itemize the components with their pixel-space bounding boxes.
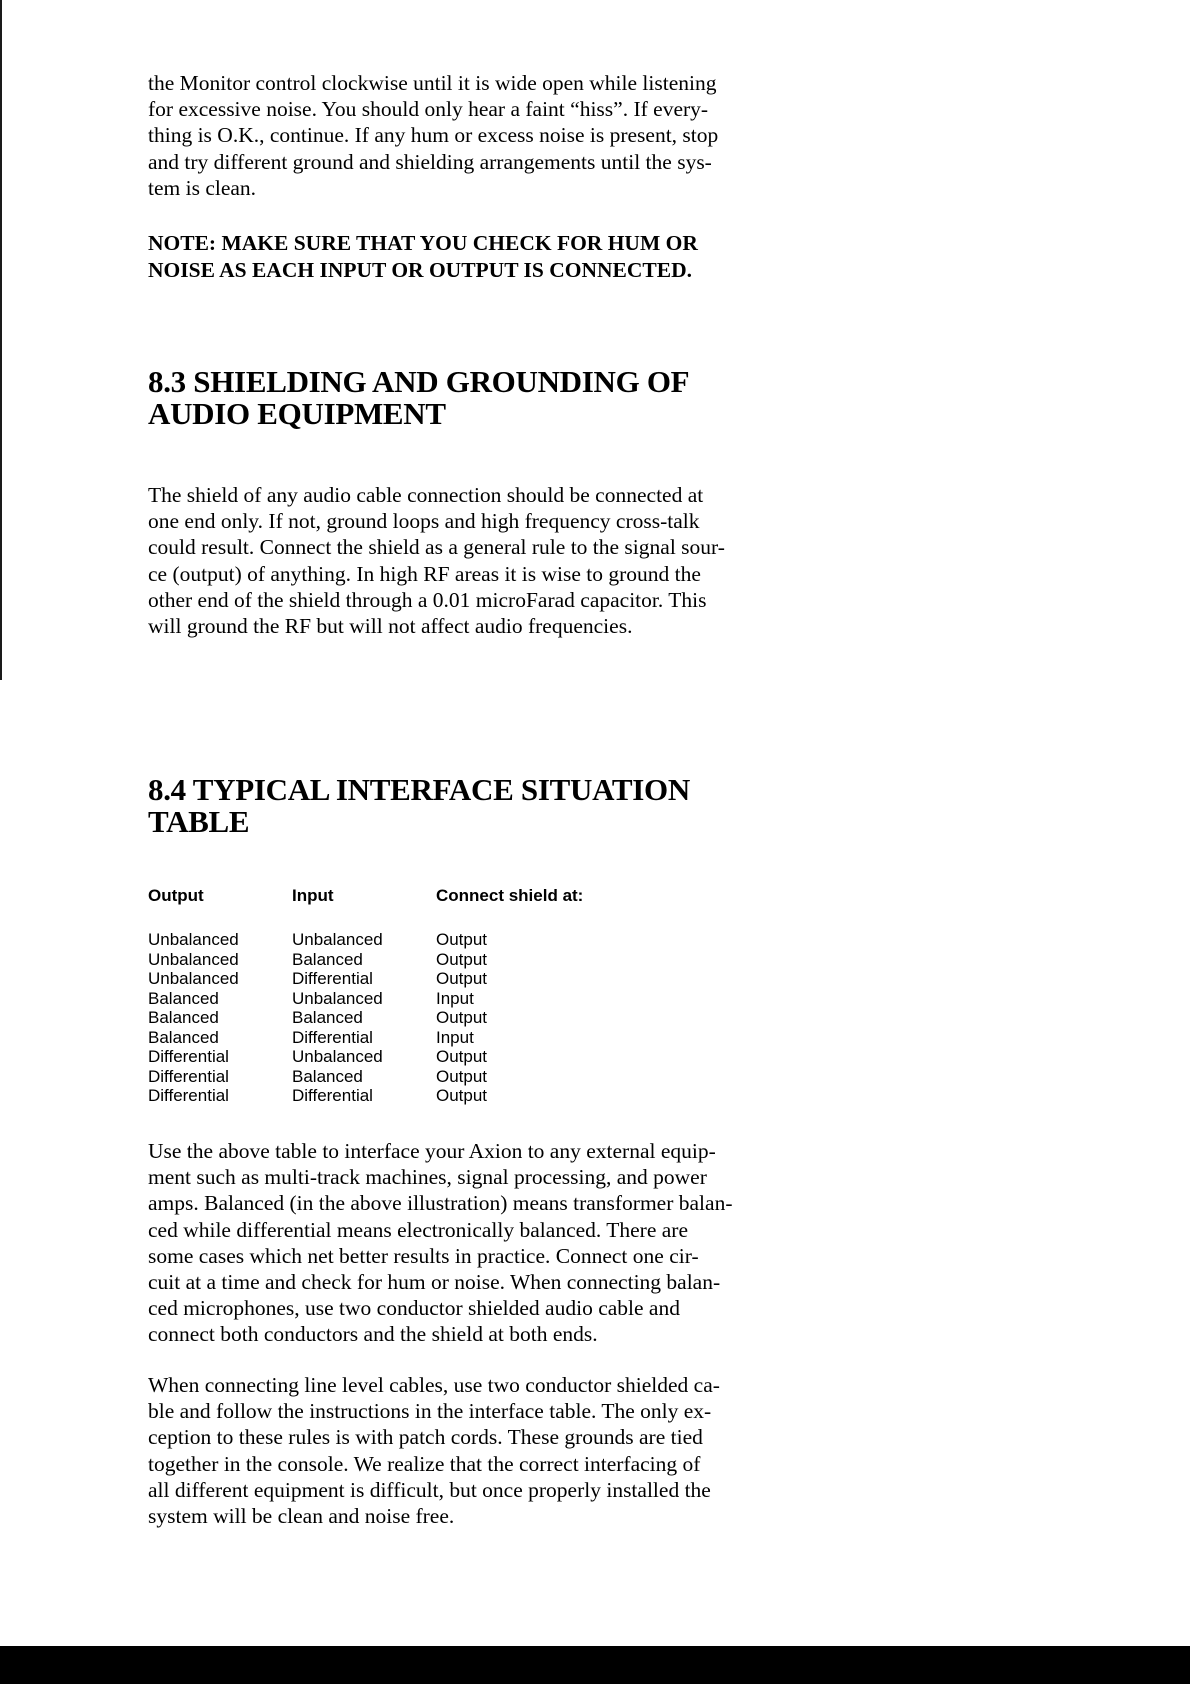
table-row xyxy=(148,1028,656,1048)
text-line: all different equipment is difficult, but once properly installed the xyxy=(148,1477,711,1502)
text-line: NOTE: MAKE SURE THAT YOU CHECK FOR HUM OR xyxy=(148,231,698,255)
text-line: connect both conductors and the shield at both ends. xyxy=(148,1322,598,1347)
text-line: ment such as multi-track machines, signal processing, and power xyxy=(148,1165,707,1190)
table-row xyxy=(148,1086,656,1106)
table-cell: Balanced xyxy=(148,1008,219,1027)
text-line: the Monitor control clockwise until it is wide open while listening xyxy=(148,71,717,95)
heading-line: TABLE xyxy=(148,804,250,839)
text-line: NOISE AS EACH INPUT OR OUTPUT IS CONNECTED. xyxy=(148,257,692,282)
text-line: When connecting line level cables, use two conductor shielded ca- xyxy=(148,1373,720,1397)
table-cell: Unbalanced xyxy=(292,988,383,1008)
table-cell: Output xyxy=(436,969,488,988)
table-row xyxy=(148,989,656,1009)
column-header-output: Output xyxy=(148,886,204,905)
heading-line: AUDIO EQUIPMENT xyxy=(148,396,446,431)
text-line: ception to these rules is with patch cords. These grounds are tied xyxy=(148,1425,703,1450)
heading-line: 8.4 TYPICAL INTERFACE SITUATION xyxy=(148,772,690,807)
text-line: ced microphones, use two conductor shielded audio cable and xyxy=(148,1296,680,1321)
table-header-row xyxy=(148,886,656,930)
shielding-paragraph xyxy=(148,482,725,639)
section-heading-8-3 xyxy=(148,366,689,430)
table-cell: Output xyxy=(436,1047,488,1066)
table-row xyxy=(148,1008,656,1028)
text-line: together in the console. We realize that the correct interfacing of xyxy=(148,1451,701,1476)
text-line: ce (output) of anything. In high RF areas it is wise to ground the xyxy=(148,561,701,586)
table-cell: Output xyxy=(436,1086,488,1105)
text-line: will ground the RF but will not affect audio frequencies. xyxy=(148,614,633,639)
line-level-paragraph xyxy=(148,1372,720,1529)
table-cell: Input xyxy=(436,988,474,1008)
table-row xyxy=(148,969,656,989)
note-paragraph xyxy=(148,230,698,283)
table-cell: Input xyxy=(436,1027,474,1047)
table-cell: Balanced xyxy=(292,949,363,969)
table-cell: Balanced xyxy=(148,1027,219,1047)
text-line: amps. Balanced (in the above illustration) means transformer balan- xyxy=(148,1191,733,1216)
text-line: and try different ground and shielding arrangements until the sys- xyxy=(148,149,712,174)
interface-table xyxy=(148,886,656,1106)
table-cell: Differential xyxy=(292,969,373,988)
table-cell: Differential xyxy=(148,1047,229,1066)
table-row xyxy=(148,1047,656,1067)
text-line: some cases which net better results in practice. Connect one cir- xyxy=(148,1243,699,1268)
text-line: ble and follow the instructions in the interface table. The only ex- xyxy=(148,1399,712,1424)
text-line: cuit at a time and check for hum or noise. When connecting balan- xyxy=(148,1270,721,1295)
interface-usage-paragraph xyxy=(148,1138,732,1348)
scan-left-edge xyxy=(0,0,2,680)
text-line: thing is O.K., continue. If any hum or excess noise is present, stop xyxy=(148,123,719,148)
column-header-input: Input xyxy=(292,886,334,905)
text-line: tem is clean. xyxy=(148,175,257,200)
table-cell: Unbalanced xyxy=(148,949,239,969)
text-line: Use the above table to interface your Axion to any external equip- xyxy=(148,1139,716,1163)
text-line: The shield of any audio cable connection should be connected at xyxy=(148,483,704,507)
table-cell: Unbalanced xyxy=(292,930,383,949)
text-line: one end only. If not, ground loops and high frequency cross-talk xyxy=(148,509,700,534)
table-cell: Unbalanced xyxy=(292,1047,383,1066)
section-heading-8-4 xyxy=(148,774,690,838)
column-header-connect-shield: Connect shield at: xyxy=(436,886,584,905)
table-cell: Output xyxy=(436,949,488,969)
table-row xyxy=(148,1067,656,1087)
text-line: could result. Connect the shield as a general rule to the signal sour- xyxy=(148,535,725,560)
table-cell: Balanced xyxy=(292,1066,363,1086)
table-cell: Unbalanced xyxy=(148,969,239,988)
intro-paragraph xyxy=(148,70,718,201)
heading-line: 8.3 SHIELDING AND GROUNDING OF xyxy=(148,364,690,399)
table-cell: Differential xyxy=(292,1086,373,1105)
table-cell: Balanced xyxy=(292,1008,363,1027)
table-row xyxy=(148,950,656,970)
scan-bottom-bar xyxy=(0,1646,1190,1684)
table-cell: Differential xyxy=(148,1066,229,1086)
table-row xyxy=(148,930,656,950)
table-cell: Unbalanced xyxy=(148,930,239,949)
text-line: for excessive noise. You should only hear a faint “hiss”. If every- xyxy=(148,97,709,122)
text-line: system will be clean and noise free. xyxy=(148,1504,455,1529)
table-cell: Differential xyxy=(292,1027,373,1047)
table-cell: Output xyxy=(436,1066,488,1086)
table-cell: Output xyxy=(436,930,488,949)
table-cell: Balanced xyxy=(148,988,219,1008)
text-line: ced while differential means electronically balanced. There are xyxy=(148,1217,689,1242)
table-cell: Differential xyxy=(148,1086,229,1105)
text-line: other end of the shield through a 0.01 microFarad capacitor. This xyxy=(148,587,707,612)
table-cell: Output xyxy=(436,1008,488,1027)
